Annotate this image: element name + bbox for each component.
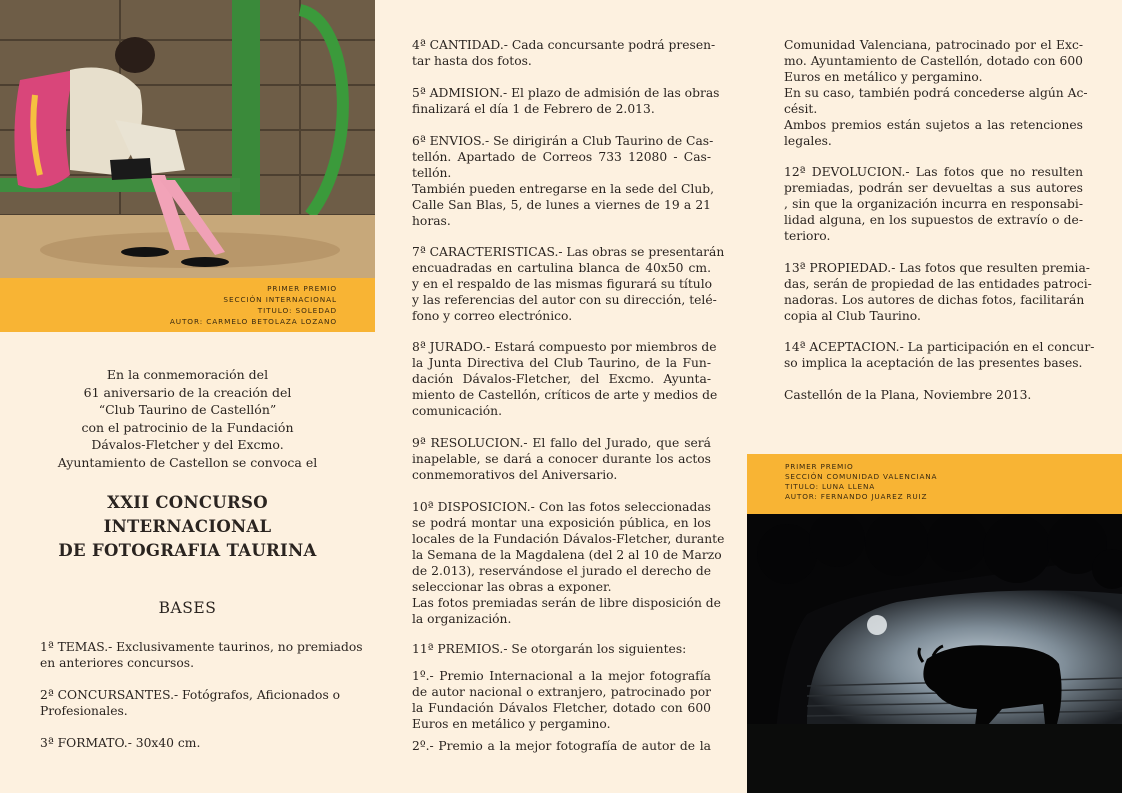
rule-paragraph [784,260,1092,324]
contest-title [30,491,345,563]
text-line: Euros en metálico y pergamino. [784,70,983,84]
text-line: terioro. [784,229,831,243]
text-line: 5ª ADMISION.- El plazo de admisión de las obras [412,86,720,100]
text-line: 10ª DISPOSICION.- Con las fotos seleccionadas [412,500,711,514]
caption-line: AUTOR: CARMELO BETOLAZA LOZANO [169,317,337,326]
text-line: En su caso, también podrá concederse algún Ac- [784,86,1088,100]
title-line: INTERNACIONAL [103,517,272,536]
text-line: nadoras. Los autores de dichas fotos, facilitarán [784,293,1085,307]
text-line: 13ª PROPIEDAD.- Las fotos que resulten premia- [784,261,1090,275]
rule-paragraph [784,37,1088,149]
rule-paragraph [784,164,1083,244]
rule-paragraph [40,687,341,719]
rule-paragraph [412,641,711,657]
text-line: Calle San Blas, 5, de lunes a viernes de 19 a 21 [412,198,711,212]
caption-line: AUTOR: FERNANDO JUAREZ RUIZ [785,492,928,501]
text-line: en anteriores concursos. [40,656,194,670]
intro-line: En la conmemoración del [106,367,269,382]
text-line: Profesionales. [40,704,128,718]
caption-bar-photo2 [747,454,1122,514]
text-line: se podrá montar una exposición pública, en los [412,516,711,530]
text-line: mo. Ayuntamiento de Castellón, dotado con 600 [784,54,1083,68]
text-line: y las referencias del autor con su dirección, telé- [412,293,717,307]
text-line: copia al Club Taurino. [784,309,921,323]
text-line: 7ª CARACTERISTICAS.- Las obras se presentarán [412,245,725,259]
text-line: premiadas, podrán ser devueltas a sus autores [784,181,1083,195]
text-line: la organización. [412,612,512,626]
text-line: 11ª PREMIOS.- Se otorgarán los siguientes: [412,642,687,656]
caption-line: TITULO: SOLEDAD [257,306,337,315]
text-line: la Junta Directiva del Club Taurino, de la Fun- [412,356,711,370]
text-line: inapelable, se dará a conocer durante los actos [412,452,711,466]
caption-line: PRIMER PREMIO [785,462,854,471]
rule-paragraph [412,133,715,229]
intro-line: Ayuntamiento de Castellon se convoca el [57,454,318,470]
text-line: También pueden entregarse en la sede del Club, [412,182,715,196]
intro-line: “Club Taurino de Castellón” [98,402,277,417]
text-line: Las fotos premiadas serán de libre disposición de [412,596,721,610]
text-line: 9ª RESOLUCION.- El fallo del Jurado, que será [412,436,711,450]
text-line: tellón. Apartado de Correos 733 12080 - Cas- [412,150,711,164]
caption-line: SECCIÓN INTERNACIONAL [223,295,337,304]
text-line: de autor nacional o extranjero, patrocinado por [412,685,711,699]
text-line: 4ª CANTIDAD.- Cada concursante podrá presen- [412,38,716,52]
text-line: 6ª ENVIOS.- Se dirigirán a Club Taurino de Cas- [412,134,714,148]
text-line: legales. [784,134,832,148]
photo-soledad [0,0,375,278]
text-line: seleccionar las obras a exponer. [412,580,612,594]
text-line: locales de la Fundación Dávalos-Fletcher, durante [412,532,725,546]
text-line: de 2.013), reservándose el jurado el derecho de [412,564,711,578]
caption-line: SECCIÓN COMUNIDAD VALENCIANA [785,472,938,481]
bases-heading: BASES [158,599,217,617]
title-line: DE FOTOGRAFIA TAURINA [58,541,317,560]
text-line: horas. [412,214,451,228]
text-line: 1º.- Premio Internacional a la mejor fotografía [412,669,711,683]
intro-text [30,366,345,471]
text-line: lidad alguna, en los supuestos de extravío o de- [784,213,1083,227]
intro-line: 61 aniversario de la creación del [83,384,292,400]
rule-paragraph [412,668,711,732]
rule-paragraph [412,435,711,483]
text-line: la Fundación Dávalos Fletcher, dotado con 600 [412,701,711,715]
text-line: so implica la aceptación de las presentes bases. [784,356,1083,370]
rule-paragraph [412,499,725,627]
text-line: encuadradas en cartulina blanca de 40x50 cm. [412,261,711,275]
text-line: césit. [784,102,818,116]
signature-date [784,387,1083,403]
text-line: Ambos premios están sujetos a las retenciones [784,118,1083,132]
matador-photo-illustration [0,0,375,278]
text-line: Euros en metálico y pergamino. [412,717,611,731]
text-line: dación Dávalos-Fletcher, del Excmo. Ayunta- [412,372,711,386]
rule-paragraph [412,738,711,754]
panel-left [0,0,375,793]
rule-paragraph [412,244,725,324]
text-line: 14ª ACEPTACION.- La participación en el concur- [784,340,1095,354]
text-line: 3ª FORMATO.- 30x40 cm. [40,736,201,750]
rule-paragraph [784,339,1095,371]
photo-luna-llena [747,514,1122,793]
rule-paragraph [40,735,338,751]
text-line: miento de Castellón, críticos de arte y medios de [412,388,718,402]
text-line: , sin que la organización incurra en responsabi- [784,197,1083,211]
text-line: y en el respaldo de las mismas figurará su título [412,277,713,291]
text-line: finalizará el día 1 de Febrero de 2.013. [412,102,655,116]
intro-line: con el patrocinio de la Fundación [81,419,294,435]
text-line: Castellón de la Plana, Noviembre 2013. [784,388,1032,402]
rule-paragraph [412,339,718,419]
text-line: 1ª TEMAS.- Exclusivamente taurinos, no premiados [40,640,363,654]
text-line: 12ª DEVOLUCION.- Las fotos que no resulten [784,165,1083,179]
text-line: 8ª JURADO.- Estará compuesto por miembros de [412,340,717,354]
text-line: Comunidad Valenciana, patrocinado por el Exc- [784,38,1083,52]
text-line: 2ª CONCURSANTES.- Fotógrafos, Aficionados o [40,688,341,702]
text-line: conmemorativos del Aniversario. [412,468,618,482]
caption-line: TITULO: LUNA LLENA [785,482,876,491]
rule-paragraph [412,85,720,117]
caption-bar-photo1 [0,278,375,332]
bull-photo-illustration [747,514,1122,793]
title-line: XXII CONCURSO [107,493,268,512]
text-line: tellón. [412,166,452,180]
text-line: comunicación. [412,404,502,418]
text-line: fono y correo electrónico. [412,309,573,323]
text-line: das, serán de propiedad de las entidades patroci- [784,277,1092,291]
rule-paragraph [412,37,716,69]
caption-line: PRIMER PREMIO [267,284,337,293]
rule-paragraph [40,639,363,671]
text-line: la Semana de la Magdalena (del 2 al 10 de Marzo [412,548,722,562]
text-line: tar hasta dos fotos. [412,54,532,68]
text-line: 2º.- Premio a la mejor fotografía de autor de la [412,739,711,753]
intro-line: Dávalos-Fletcher y del Excmo. [91,437,284,452]
